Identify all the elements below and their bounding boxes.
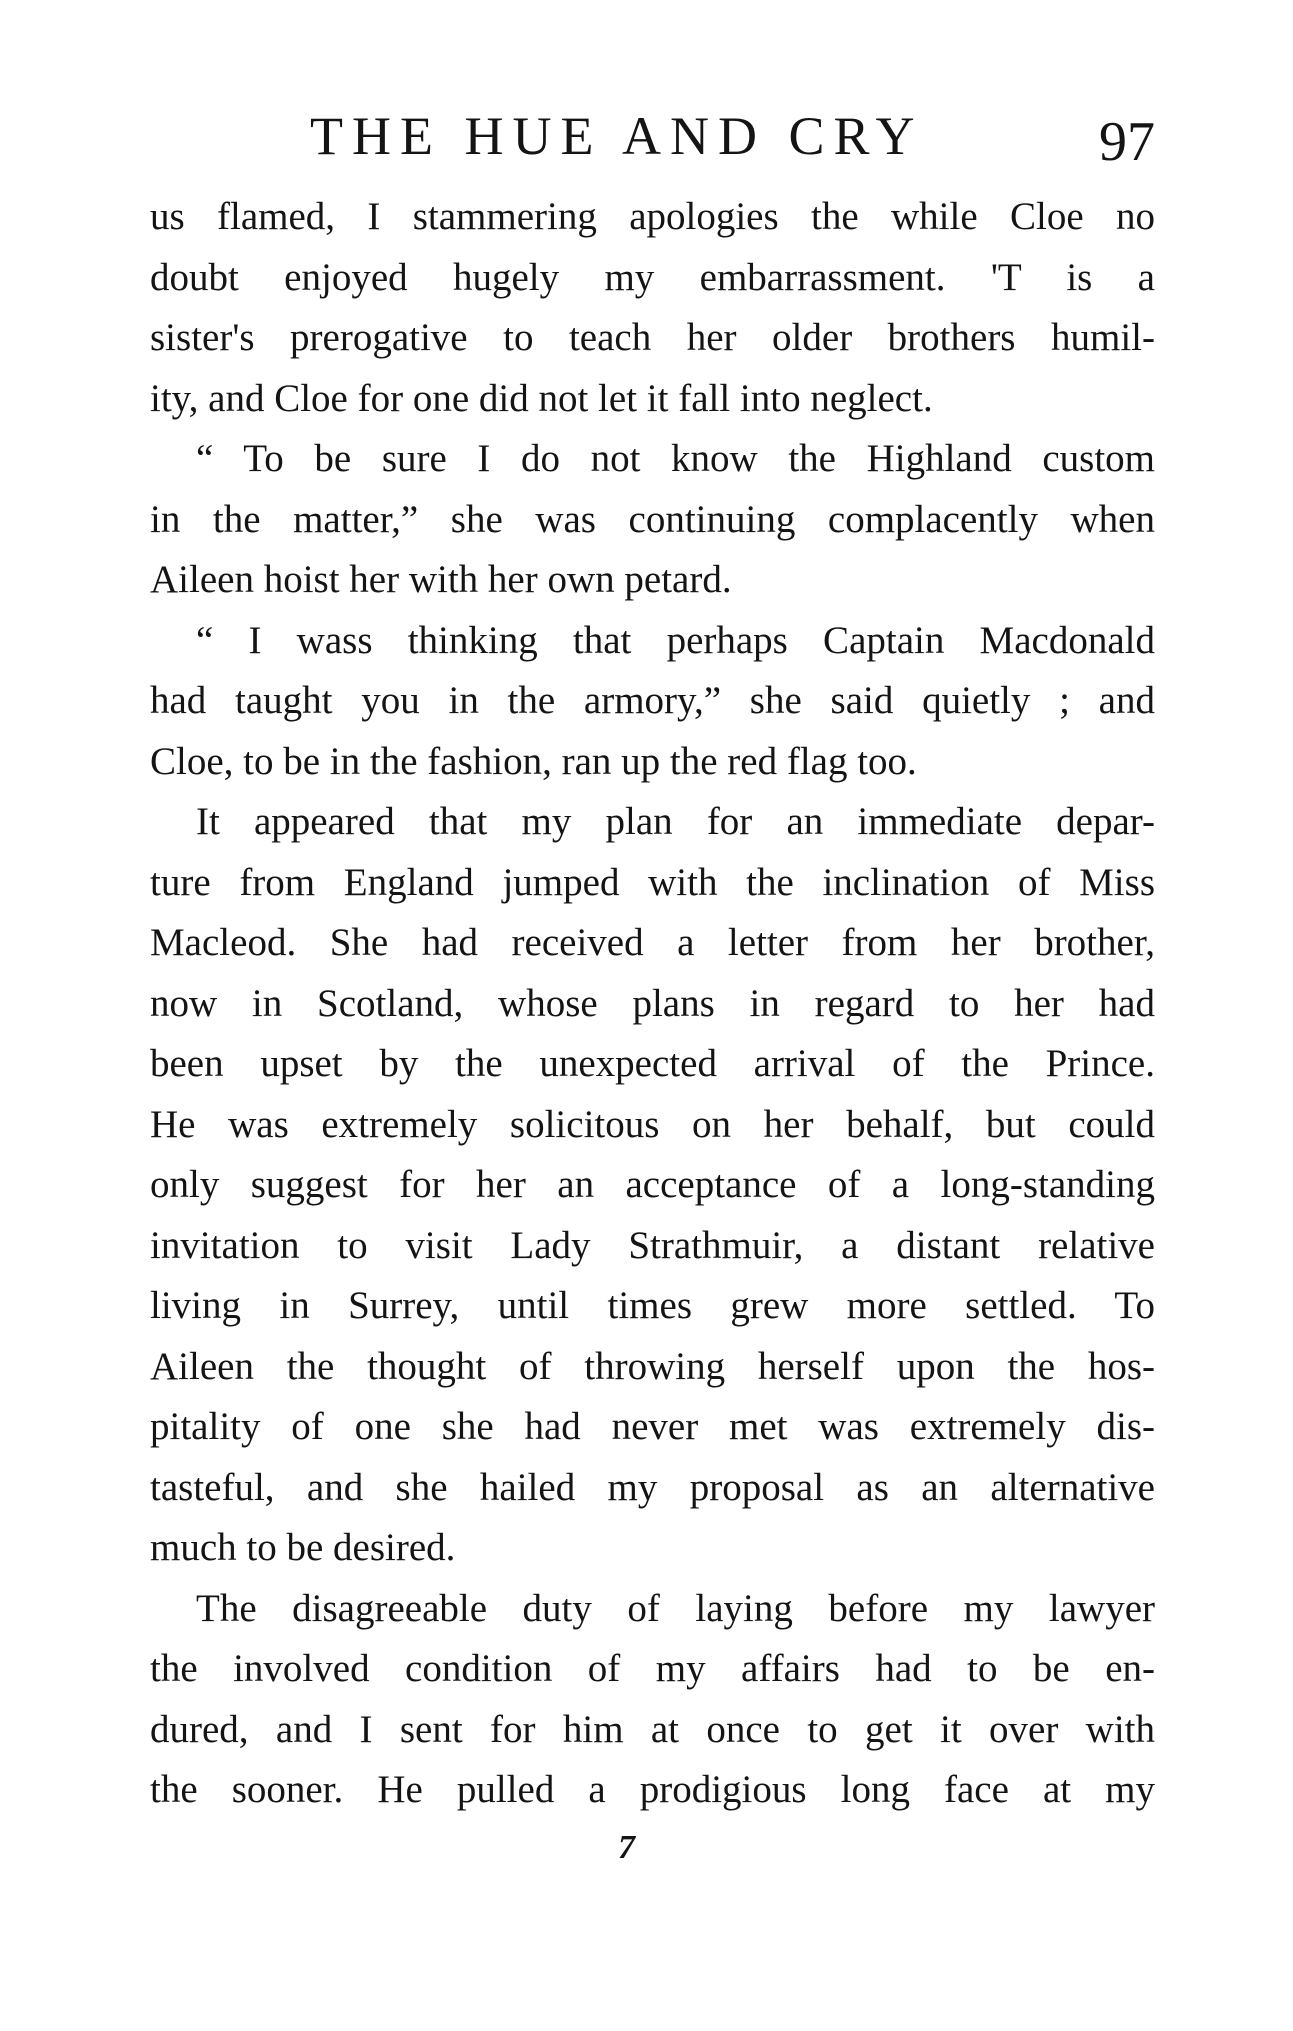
text-line: Aileen the thought of throwing herself upon the hos- xyxy=(150,1344,1155,1388)
text-line: Aileen hoist her with her own petard. xyxy=(150,558,732,601)
text-line: sister's prerogative to teach her older brothers humil- xyxy=(150,316,1155,359)
text-line: The disagreeable duty of laying before my lawyer xyxy=(196,1586,1155,1630)
text-line: only suggest for her an acceptance of a long-standing xyxy=(150,1163,1155,1206)
text-line: It appeared that my plan for an immediate depar- xyxy=(196,800,1155,843)
text-body xyxy=(150,187,1155,1821)
text-line: dured, and I sent for him at once to get it over with xyxy=(150,1707,1155,1751)
text-line: He was extremely solicitous on her behalf, but could xyxy=(150,1102,1155,1146)
running-head xyxy=(150,96,1155,176)
text-line: ture from England jumped with the inclination of Miss xyxy=(150,860,1155,904)
signature-mark: 7 xyxy=(618,1829,635,1866)
text-line: the involved condition of my affairs had to be en- xyxy=(150,1647,1155,1690)
text-line: ity, and Cloe for one did not let it fall into neglect. xyxy=(150,376,933,420)
text-line: living in Surrey, until times grew more settled. To xyxy=(150,1284,1155,1327)
text-line: had taught you in the armory,” she said quietly ; and xyxy=(150,679,1155,722)
text-line: “ To be sure I do not know the Highland custom xyxy=(196,437,1155,480)
text-line: the sooner. He pulled a prodigious long face at my xyxy=(150,1768,1155,1811)
running-title: THE HUE AND CRY xyxy=(310,106,924,166)
text-line: much to be desired. xyxy=(150,1526,456,1569)
text-line: Cloe, to be in the fashion, ran up the red flag too. xyxy=(150,739,917,783)
text-line: in the matter,” she was continuing complacently when xyxy=(150,497,1155,541)
text-line: us flamed, I stammering apologies the while Cloe no xyxy=(150,195,1155,238)
text-line: doubt enjoyed hugely my embarrassment. 'T is a xyxy=(150,255,1155,299)
text-line: pitality of one she had never met was extremely dis- xyxy=(150,1405,1155,1448)
text-line: Macleod. She had received a letter from her brother, xyxy=(150,921,1155,964)
text-line: been upset by the unexpected arrival of the Prince. xyxy=(150,1042,1155,1085)
text-line: invitation to visit Lady Strathmuir, a distant relative xyxy=(150,1223,1155,1267)
text-line: now in Scotland, whose plans in regard to her had xyxy=(150,981,1155,1025)
text-line: “ I wass thinking that perhaps Captain Macdonald xyxy=(196,618,1155,662)
text-line: tasteful, and she hailed my proposal as an alternative xyxy=(150,1465,1155,1509)
page-number: 97 xyxy=(1099,111,1155,173)
